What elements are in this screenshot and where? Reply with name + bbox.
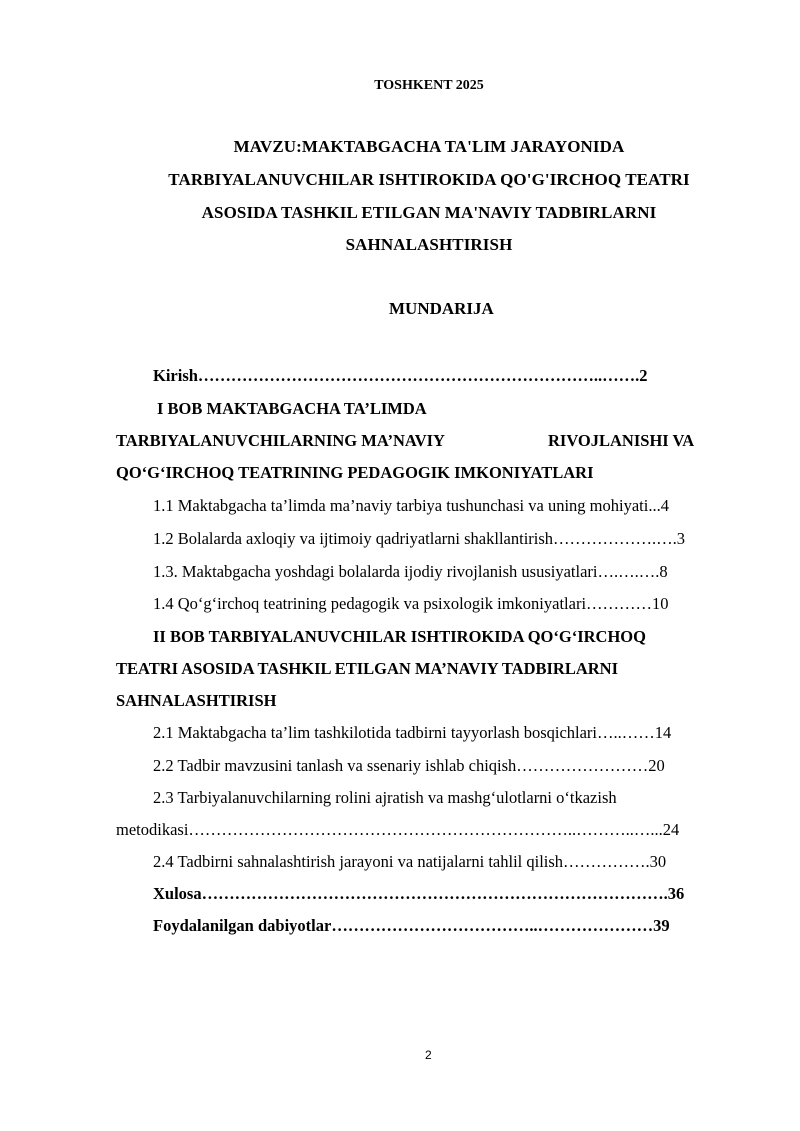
topic-line: ASOSIDA TASHKIL ETILGAN MA'NAVIY TADBIRLARNI [201, 203, 657, 222]
toc-entry: 1.2 Bolalarda axloqiy va ijtimoiy qadriyatlarni shakllantirish……………….….3 [153, 529, 686, 548]
toc-entry: 1.3. Maktabgacha yoshdagi bolalarda ijodiy rivojlanish ususiyatlari….….….8 [153, 562, 668, 581]
toc-entry: 2.3 Tarbiyalanuvchilarning rolini ajratish va mashg‘ulotlarni o‘tkazish [153, 788, 617, 807]
chapter1-heading-line: I BOB MAKTABGACHA TA’LIMDA [157, 399, 427, 418]
toc-entry-references: Foydalanilgan dabiyotlar………………………………..…………………39 [153, 916, 670, 935]
toc-heading: MUNDARIJA [389, 299, 494, 318]
topic-line: TARBIYALANUVCHILAR ISHTIROKIDA QO'G'IRCHOQ TEATRI [168, 170, 690, 189]
chapter2-heading-line: SAHNALASHTIRISH [116, 691, 277, 710]
toc-entry: 1.4 Qo‘g‘irchoq teatrining pedagogik va psixologik imkoniyatlari…………10 [153, 594, 669, 613]
topic-line: SAHNALASHTIRISH [345, 235, 513, 254]
toc-entry: metodikasi……………………………………………………………..………..…...24 [116, 820, 680, 839]
topic-line: MAVZU:MAKTABGACHA TA'LIM JARAYONIDA [233, 137, 625, 156]
toc-entry: 1.1 Maktabgacha ta’limda ma’naviy tarbiya tushunchasi va uning mohiyati...4 [153, 496, 669, 515]
chapter1-heading-line: RIVOJLANISHI VA [548, 431, 695, 450]
chapter1-heading-line: TARBIYALANUVCHILARNING MA’NAVIY [116, 431, 445, 450]
chapter2-heading-line: TEATRI ASOSIDA TASHKIL ETILGAN MA’NAVIY TADBIRLARNI [116, 659, 619, 678]
toc-entry: 2.2 Tadbir mavzusini tanlash va ssenariy ishlab chiqish……………………20 [153, 756, 665, 775]
chapter2-heading-line: II BOB TARBIYALANUVCHILAR ISHTIROKIDA QO‘G‘IRCHOQ [153, 627, 646, 646]
page-number: 2 [425, 1048, 432, 1062]
city-year: TOSHKENT 2025 [374, 78, 484, 93]
chapter1-heading-line: QO‘G‘IRCHOQ TEATRINING PEDAGOGIK IMKONIYATLARI [116, 463, 594, 482]
toc-entry-conclusion: Xulosa………………………………………………………………………….36 [153, 884, 685, 903]
toc-entry: 2.1 Maktabgacha ta’lim tashkilotida tadbirni tayyorlash bosqichlari…..……14 [153, 723, 672, 742]
toc-entry: 2.4 Tadbirni sahnalashtirish jarayoni va natijalarni tahlil qilish…………….30 [153, 852, 667, 871]
toc-entry-intro: Kirish………………………………………………………………..…….2 [153, 366, 648, 385]
